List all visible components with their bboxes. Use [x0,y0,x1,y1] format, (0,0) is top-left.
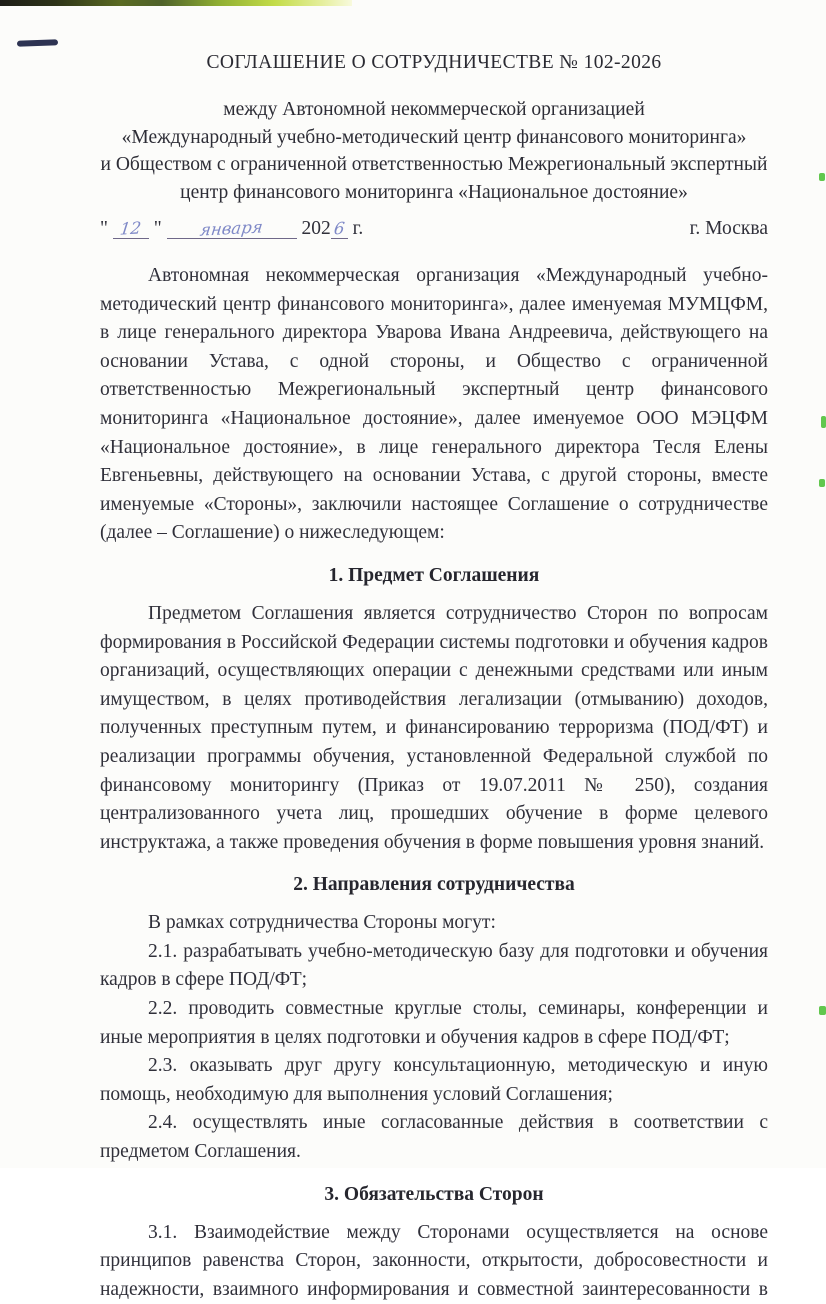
parties-line-3: и Обществом с ограниченной ответственностью Межрегиональный экспертный [100,154,768,175]
section-1-paragraph: Предметом Соглашения является сотрудничество Сторон по вопросам формирования в Российской Федерации системы подготовки и обучения кадров организаций, осуществляющих операции с денежными средствами или иным имуществом, в целях противодействия легализации (отмыванию) доходов, полученных преступным путем, и финансированию терроризма (ПОД/ФТ) и реализации программы обучения, установленной Федеральной службой по финансовому мониторингу (Приказ от 19.07.2011 № 250), создания централизованного учета лиц, прошедших обучение в форме целевого инструктажа, а также проведения обучения в форме повышения уровня знаний. [100,602,768,853]
agreement-item-2-2: 2.2. проводить совместные круглые столы, семинары, конференции и иные мероприятия в целях подготовки и обучения кадров в сфере ПОД/ФТ; [100,998,768,1048]
date-line [100,215,768,243]
date-open-quote: " [100,218,108,239]
section-1-heading: 1. Предмет Соглашения [328,564,540,586]
date-day-blank [113,220,149,239]
date-month-blank [167,217,297,240]
section-3 [100,1184,768,1304]
date-year-printed: 202 [301,218,331,239]
date-close-quote: " [153,218,162,239]
place-label: г. Москва [689,218,768,239]
section-3-heading: 3. Обязательства Сторон [324,1183,544,1205]
parties-line-1: между Автономной некоммерческой организацией [223,99,645,120]
section-1 [100,565,768,857]
parties-line-4: центр финансового мониторинга «Национальное достояние» [180,181,688,203]
date-year-blank [331,220,348,239]
date-month-handwritten: января [199,217,265,240]
section-2-heading: 2. Направления сотрудничества [293,874,575,896]
date-year-handwritten: 6 [332,218,346,239]
parties-block [100,96,768,206]
section-3-paragraph: 3.1. Взаимодействие между Сторонами осуществляется на основе принципов равенства Сторон, законности, открытости, добросовестности и надежности, взаимного информирования и совместной заинтересованности в [100,1221,768,1300]
date-year-label: г. [352,218,364,239]
parties-line-2: «Международный учебно-методический центр финансового мониторинга» [121,126,747,148]
date-field [100,215,363,243]
document-title: СОГЛАШЕНИЕ О СОТРУДНИЧЕСТВЕ № 102-2026 [206,52,662,73]
section-2 [100,874,768,1166]
date-day-handwritten: 12 [119,218,143,239]
preamble-paragraph: Автономная некоммерческая организация «Международный учебно-методический центр финансового мониторинга», далее именуемая МУМЦФМ, в лице генерального директора Уварова Ивана Андреевича, действующего на основании Устава, с одной стороны, и Общество с ограниченной ответственностью Межрегиональный экспертный центр финансового мониторинга «Национальное достояние», далее именуемое ООО МЭЦФМ «Национальное достояние», в лице генерального директора Тесля Елены Евгеньевны, действующего на основании Устава, с другой стороны, вместе именуемые «Стороны», заключили настоящее Соглашение о сотрудничестве (далее – Соглашение) о нижеследующем: [100,265,768,544]
agreement-item-2-3: 2.3. оказывать друг другу консультационную, методическую и иную помощь, необходимую для выполнения условий Соглашения; [100,1055,768,1105]
agreement-item-2-1: 2.1. разрабатывать учебно-методическую базу для подготовки и обучения кадров в сфере ПОД/ФТ; [100,940,768,991]
section-2-intro: В рамках сотрудничества Стороны могут: [148,912,496,934]
agreement-item-2-4: 2.4. осуществлять иные согласованные действия в соответствии с предметом Соглашения. [100,1112,768,1163]
